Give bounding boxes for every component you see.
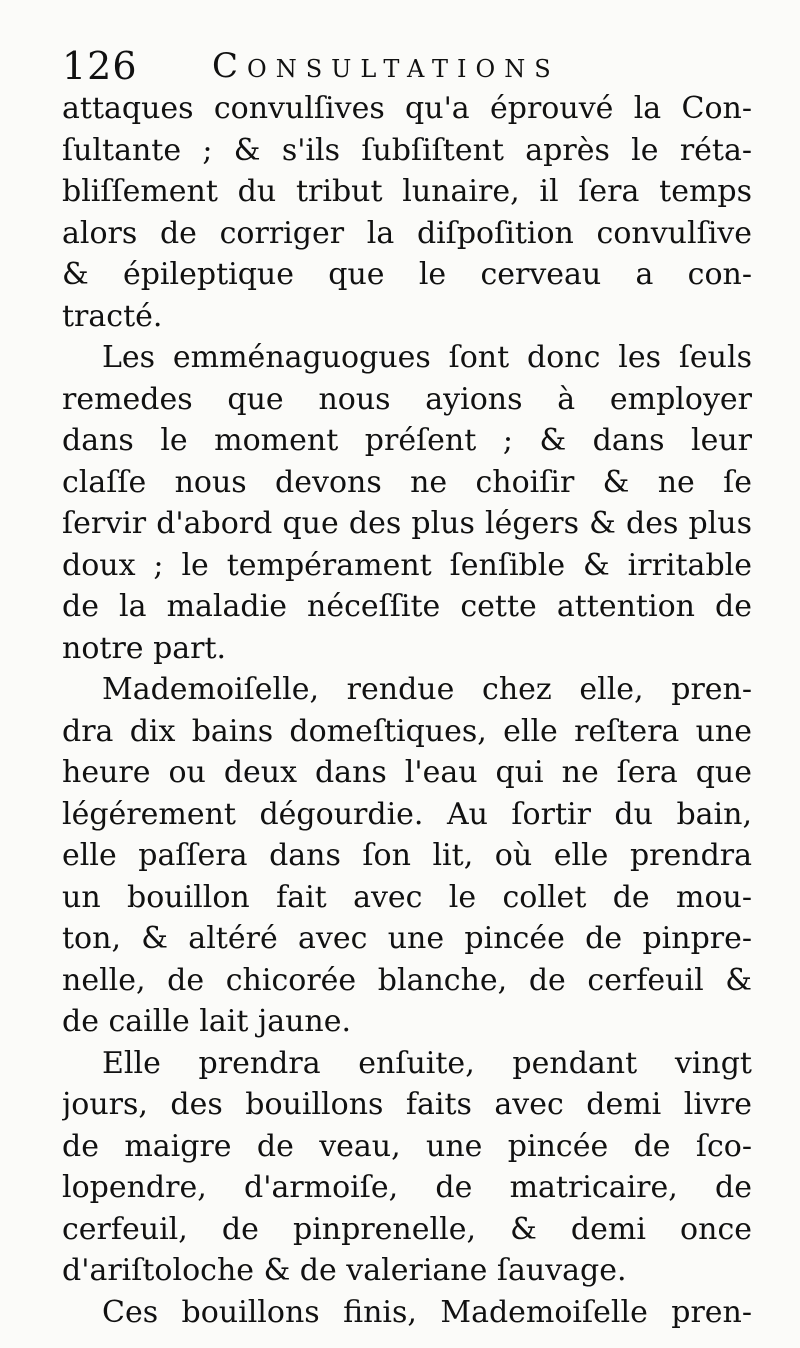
- text-line: un bouillon fait avec le collet de mou-: [62, 879, 752, 915]
- text-line: Mademoiſelle, rendue chez elle, pren-: [102, 672, 752, 707]
- text-line: tracté.: [62, 298, 163, 334]
- text-line: ſervir d'abord que des plus légers & des plus: [62, 506, 752, 541]
- text-line: doux ; le tempérament ſenſible & irritable: [62, 547, 752, 583]
- text-line: heure ou deux dans l'eau qui ne ſera que: [62, 755, 752, 790]
- text-line: claſſe nous devons ne choiſir & ne ſe: [62, 464, 752, 500]
- text-line: ſultante ; & s'ils ſubſiſtent après le réta-: [62, 132, 752, 168]
- text-line: Les emménaguogues ſont donc les ſeuls: [102, 340, 752, 375]
- text-line: jours, des bouillons faits avec demi livre: [62, 1087, 752, 1122]
- text-line: remedes que nous ayions à employer: [62, 381, 752, 417]
- text-line: dra dix bains domeſtiques, elle reſtera une: [62, 713, 752, 749]
- paragraph: [62, 1043, 752, 1292]
- page-number: 126: [62, 44, 138, 88]
- text-line: attaques convulſives qu'a éprouvé la Con-: [62, 91, 752, 126]
- text-line: Elle prendra enſuite, pendant vingt: [102, 1045, 752, 1081]
- text-line: d'ariſtoloche & de valeriane ſauvage.: [62, 1253, 627, 1288]
- text-line: de caille lait jaune.: [62, 1004, 352, 1039]
- page-header: [62, 40, 752, 92]
- running-title: Consultations: [212, 46, 560, 86]
- text-line: cerfeuil, de pinprenelle, & demi once: [62, 1211, 752, 1247]
- text-line: lopendre, d'armoiſe, de matricaire, de: [62, 1170, 752, 1205]
- text-line: notre part.: [62, 630, 227, 666]
- body-text: [62, 88, 752, 1333]
- paragraph: [62, 88, 752, 337]
- text-line: elle paſſera dans ſon lit, où elle prendra: [62, 838, 752, 873]
- text-line: bliſſement du tribut lunaire, il ſera temps: [62, 174, 752, 209]
- text-line: Ces bouillons finis, Mademoiſelle pren-: [102, 1294, 752, 1330]
- text-line: de la maladie néceſſite cette attention de: [62, 589, 752, 624]
- paragraph: [62, 669, 752, 1043]
- text-line: & épileptique que le cerveau a con-: [62, 257, 752, 292]
- paragraph: [62, 337, 752, 669]
- text-line: nelle, de chicorée blanche, de cerfeuil &: [62, 962, 752, 998]
- paragraph: [62, 1292, 752, 1334]
- text-line: dans le moment préſent ; & dans leur: [62, 423, 752, 458]
- text-line: ton, & altéré avec une pincée de pinpre-: [62, 921, 752, 956]
- text-line: alors de corriger la diſpoſition convulſive: [62, 215, 752, 251]
- text-line: de maigre de veau, une pincée de ſco-: [62, 1128, 752, 1164]
- text-line: légérement dégourdie. Au ſortir du bain,: [62, 796, 752, 832]
